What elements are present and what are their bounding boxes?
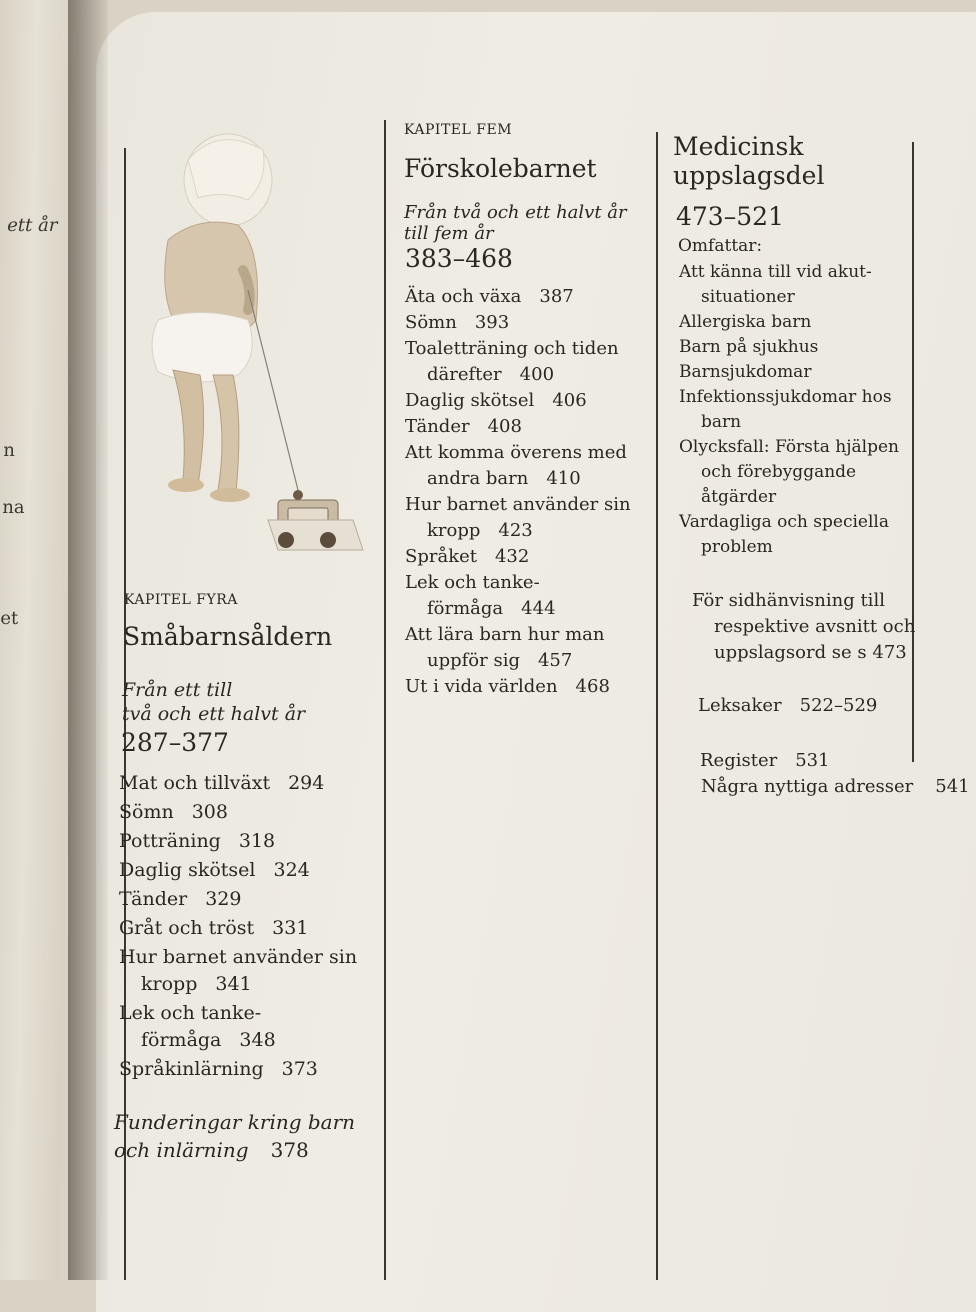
toc-item[interactable]: Olycksfall: Första hjälpen och förebyggande åtgärder <box>679 437 899 507</box>
toc-item[interactable]: Hur barnet använder sin kropp 341 <box>119 946 358 995</box>
register-label: Register <box>700 750 778 771</box>
toc-item[interactable]: Tänder 329 <box>119 888 242 910</box>
toc-item[interactable]: Språkinlärning 373 <box>119 1058 318 1080</box>
medical-title-line: uppslagsdel <box>673 161 825 190</box>
toc-item[interactable]: Toaletträning och tiden därefter 400 <box>405 338 619 385</box>
left-page-fragment: et <box>0 608 19 629</box>
chapter4-kicker: KAPITEL FYRA <box>124 592 238 608</box>
addresses-label: Några nyttiga adresser <box>701 776 914 797</box>
chapter4-range: 287–377 <box>121 728 229 757</box>
toc-item[interactable]: Att komma överens med andra barn 410 <box>405 442 627 489</box>
toc-item[interactable]: Vardagliga och speciella problem <box>679 512 889 557</box>
toc-item[interactable]: Daglig skötsel 406 <box>405 390 587 411</box>
chapter4-extra-line: Funderingar kring barn <box>114 1110 356 1134</box>
chapter4-extra-page: 378 <box>270 1138 309 1162</box>
chapter4-subtitle-line: Från ett till <box>122 679 233 701</box>
chapter5-title: Förskolebarnet <box>404 154 597 183</box>
medical-note-line: respektive avsnitt och <box>714 616 916 637</box>
medical-range: 473–521 <box>676 202 784 231</box>
chapter4-title: Småbarnsåldern <box>123 622 333 651</box>
left-page-fragment: ett år <box>7 215 58 236</box>
toc-item[interactable]: Gråt och tröst 331 <box>119 917 309 939</box>
toys-label: Leksaker <box>698 695 782 716</box>
column-rule <box>384 120 386 1280</box>
chapter4-list <box>119 770 399 1085</box>
toc-item[interactable]: Att känna till vid akut- situationer <box>679 262 872 307</box>
toc-item[interactable]: Sömn 393 <box>405 312 510 333</box>
chapter5-list <box>405 284 655 700</box>
medical-note-line: uppslagsord se s 473 <box>714 642 907 663</box>
medical-note <box>692 588 915 666</box>
addresses-entry[interactable] <box>701 776 970 797</box>
toc-item[interactable]: Äta och växa 387 <box>405 286 574 307</box>
medical-title <box>673 132 824 190</box>
chapter5-subtitle <box>404 202 627 244</box>
medical-list <box>679 260 919 560</box>
chapter5-subtitle-line: till fem år <box>404 223 494 244</box>
toc-item[interactable]: Sömn 308 <box>119 801 228 823</box>
chapter4-subtitle <box>122 678 305 726</box>
toc-item[interactable]: Lek och tanke- förmåga 348 <box>119 1002 276 1051</box>
spine-shadow <box>68 0 108 1280</box>
medical-includes: Omfattar: <box>678 236 763 256</box>
toc-item[interactable]: Hur barnet använder sin kropp 423 <box>405 494 631 541</box>
toc-item[interactable]: Allergiska barn <box>679 312 812 332</box>
toc-item[interactable]: Barn på sjukhus <box>679 337 819 357</box>
toc-item[interactable]: Att lära barn hur man uppför sig 457 <box>405 624 605 671</box>
toc-item[interactable]: Barnsjukdomar <box>679 362 812 382</box>
chapter5-subtitle-line: Från två och ett halvt år <box>404 202 627 223</box>
toc-item[interactable]: Daglig skötsel 324 <box>119 859 310 881</box>
toys-entry[interactable] <box>698 695 877 716</box>
addresses-page: 541 <box>935 776 970 797</box>
toc-item[interactable]: Potträning 318 <box>119 830 276 852</box>
toc-item[interactable]: Tänder 408 <box>405 416 522 437</box>
left-page-fragment: na <box>2 497 25 518</box>
toc-item[interactable]: Mat och tillväxt 294 <box>119 772 325 794</box>
chapter5-range: 383–468 <box>405 244 513 273</box>
chapter4-subtitle-line: två och ett halvt år <box>122 703 306 725</box>
medical-title-line: Medicinsk <box>673 132 804 161</box>
chapter4-extra[interactable] <box>114 1108 355 1164</box>
toc-item[interactable]: Språket 432 <box>405 546 530 567</box>
toc-item[interactable]: Ut i vida världen 468 <box>405 676 610 697</box>
column-rule <box>656 132 658 1280</box>
toddler-illustration <box>128 120 368 560</box>
chapter5-kicker: KAPITEL FEM <box>404 122 513 138</box>
toc-item[interactable]: Lek och tanke- förmåga 444 <box>405 572 556 619</box>
left-page-fragment: n <box>3 440 16 461</box>
medical-note-line: För sidhänvisning till <box>692 590 885 611</box>
register-page: 531 <box>795 750 830 771</box>
register-entry[interactable] <box>700 750 830 771</box>
chapter4-extra-line: och inlärning <box>114 1138 249 1162</box>
toys-page: 522–529 <box>799 695 878 716</box>
toc-item[interactable]: Infektionssjukdomar hos barn <box>679 387 892 432</box>
